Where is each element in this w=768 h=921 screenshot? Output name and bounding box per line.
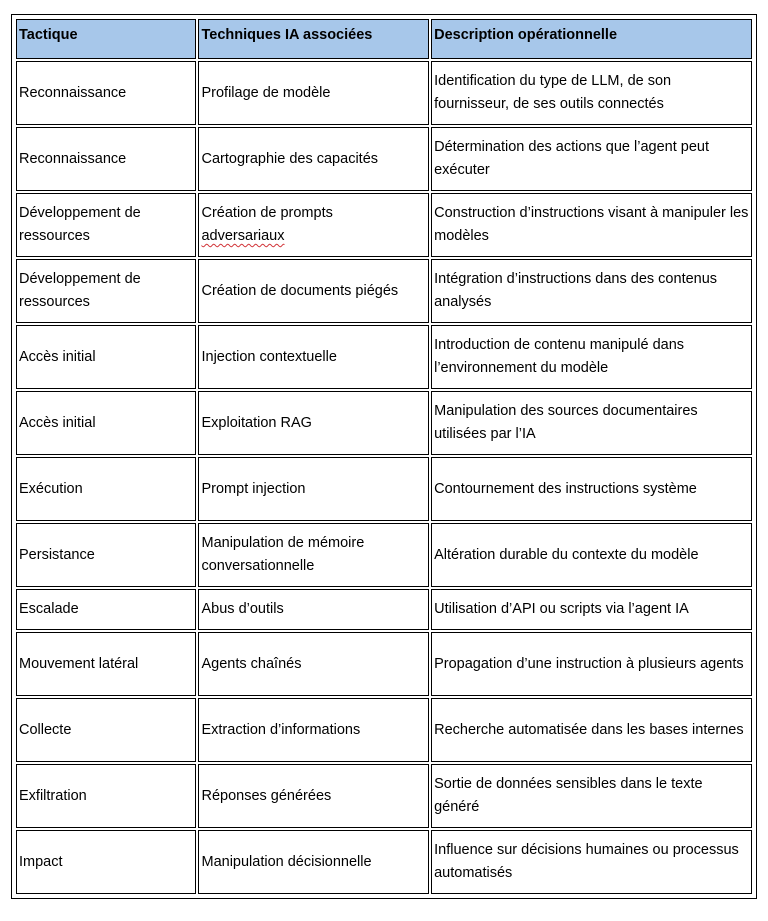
cell-technique-text: Création de prompts: [201, 205, 333, 221]
cell-tactique: Accès initial: [16, 325, 196, 389]
cell-tactique: Collecte: [16, 698, 196, 762]
cell-description: Intégration d’instructions dans des contenus analysés: [431, 259, 752, 323]
cell-tactique: Accès initial: [16, 391, 196, 455]
cell-tactique: Développement de ressources: [16, 193, 196, 257]
cell-tactique: Développement de ressources: [16, 259, 196, 323]
cell-technique: Manipulation décisionnelle: [198, 830, 429, 894]
header-tactique: Tactique: [16, 19, 196, 59]
table-row: [16, 127, 752, 191]
cell-description: Identification du type de LLM, de son fournisseur, de ses outils connectés: [431, 61, 752, 125]
cell-description: Détermination des actions que l’agent peut exécuter: [431, 127, 752, 191]
table-row: [16, 61, 752, 125]
header-row: [16, 19, 752, 59]
cell-description: Influence sur décisions humaines ou processus automatisés: [431, 830, 752, 894]
tactics-table-container: [11, 14, 757, 899]
cell-description: Altération durable du contexte du modèle: [431, 523, 752, 587]
cell-description: Introduction de contenu manipulé dans l’environnement du modèle: [431, 325, 752, 389]
cell-tactique: Reconnaissance: [16, 127, 196, 191]
cell-description: Propagation d’une instruction à plusieurs agents: [431, 632, 752, 696]
cell-technique: Extraction d’informations: [198, 698, 429, 762]
cell-description: Construction d’instructions visant à manipuler les modèles: [431, 193, 752, 257]
cell-technique: Manipulation de mémoire conversationnelle: [198, 523, 429, 587]
cell-technique: [198, 193, 429, 257]
table-row: [16, 523, 752, 587]
cell-tactique: Persistance: [16, 523, 196, 587]
cell-tactique: Impact: [16, 830, 196, 894]
table-row: [16, 698, 752, 762]
cell-description: Contournement des instructions système: [431, 457, 752, 521]
table-row: [16, 457, 752, 521]
cell-description: Recherche automatisée dans les bases internes: [431, 698, 752, 762]
cell-tactique: Escalade: [16, 589, 196, 630]
table-row: [16, 391, 752, 455]
cell-technique: Réponses générées: [198, 764, 429, 828]
cell-technique: Exploitation RAG: [198, 391, 429, 455]
cell-tactique: Reconnaissance: [16, 61, 196, 125]
header-techniques: Techniques IA associées: [198, 19, 429, 59]
table-row: [16, 259, 752, 323]
header-description: Description opérationnelle: [431, 19, 752, 59]
table-row: [16, 764, 752, 828]
cell-technique: Profilage de modèle: [198, 61, 429, 125]
cell-technique: Abus d’outils: [198, 589, 429, 630]
cell-tactique: Mouvement latéral: [16, 632, 196, 696]
cell-tactique: Exécution: [16, 457, 196, 521]
table-row: [16, 193, 752, 257]
table-row: [16, 325, 752, 389]
table-row: [16, 632, 752, 696]
cell-technique: Création de documents piégés: [198, 259, 429, 323]
tactics-table: [14, 17, 754, 896]
cell-technique: Agents chaînés: [198, 632, 429, 696]
cell-description: Utilisation d’API ou scripts via l’agent IA: [431, 589, 752, 630]
cell-tactique: Exfiltration: [16, 764, 196, 828]
table-row: [16, 830, 752, 894]
cell-technique: Injection contextuelle: [198, 325, 429, 389]
cell-technique: Prompt injection: [198, 457, 429, 521]
cell-description: Sortie de données sensibles dans le texte généré: [431, 764, 752, 828]
table-row: [16, 589, 752, 630]
misspelled-word[interactable]: adversariaux: [201, 228, 285, 244]
cell-technique: Cartographie des capacités: [198, 127, 429, 191]
cell-description: Manipulation des sources documentaires utilisées par l’IA: [431, 391, 752, 455]
